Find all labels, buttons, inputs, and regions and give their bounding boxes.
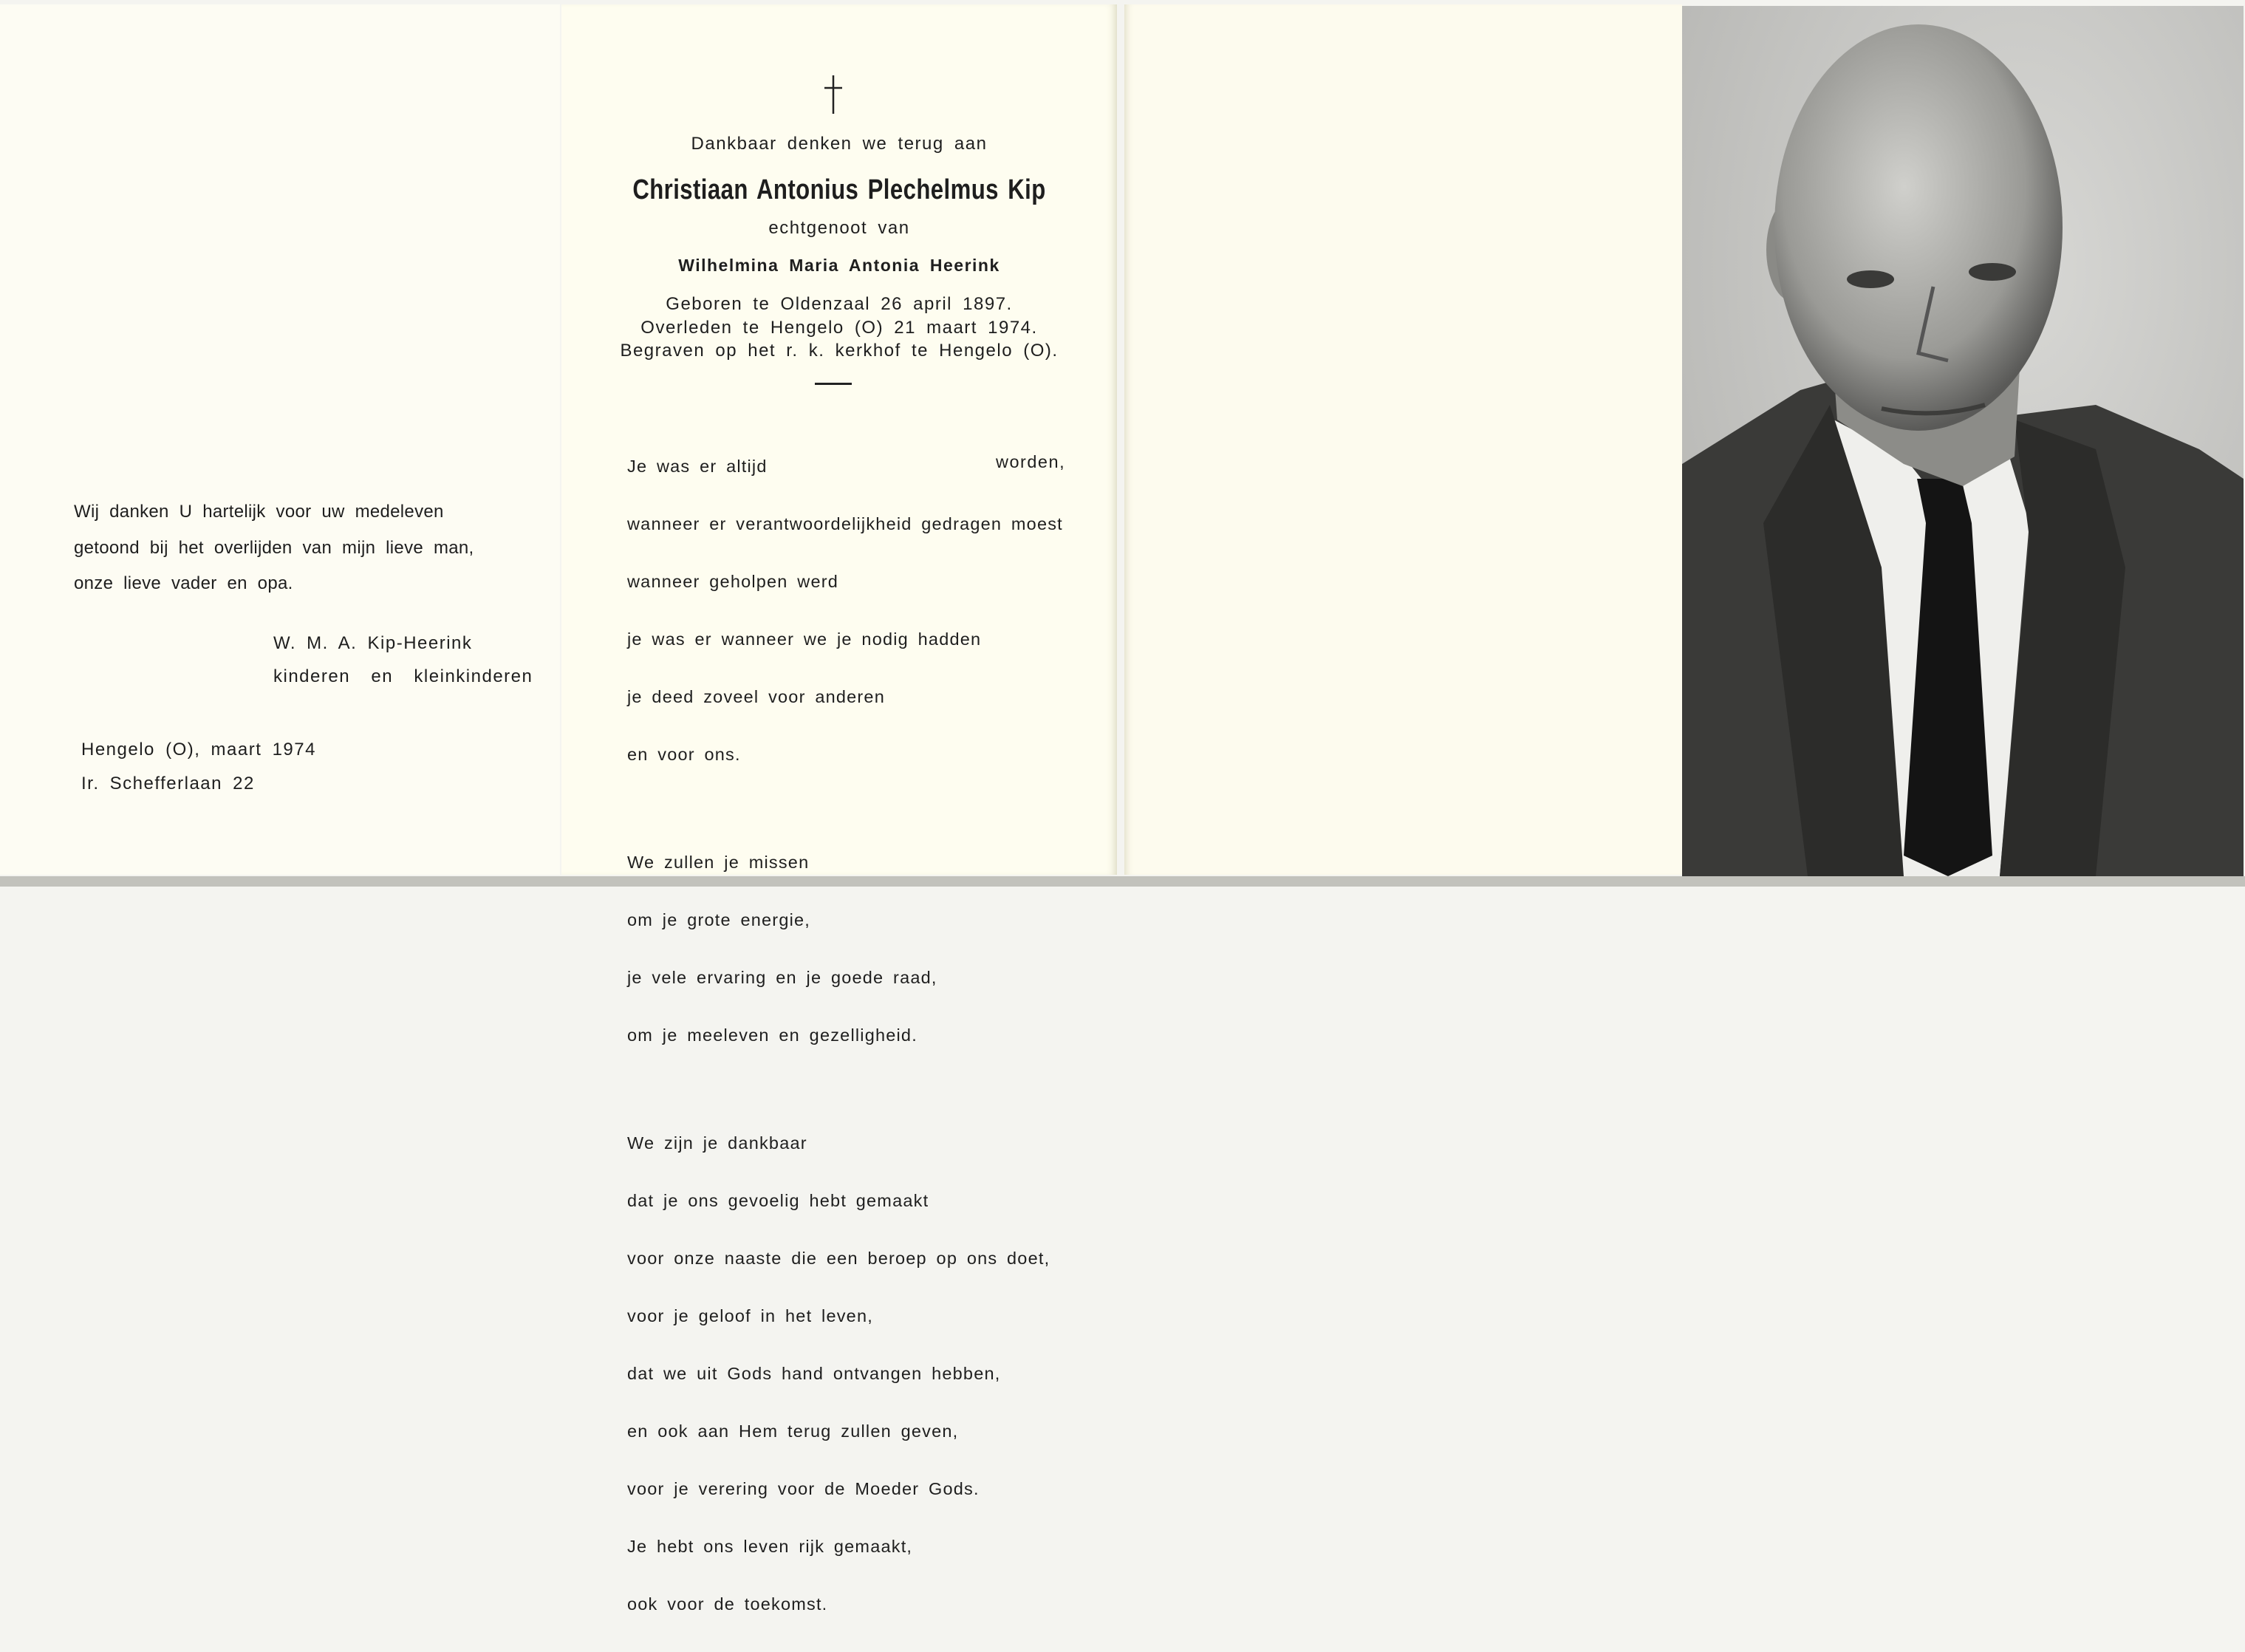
poem-line: om je meeleven en gezelligheid. (627, 1025, 918, 1045)
signature-name: W. M. A. Kip-Heerink (273, 633, 473, 653)
memorial-text-panel (561, 4, 1117, 1614)
poem (627, 418, 1066, 1652)
portrait-image (1682, 6, 2244, 876)
signature-family: kinderen en kleinkinderen (273, 666, 533, 686)
poem-line: voor onze naaste die een beroep op ons doet, (627, 1249, 1050, 1268)
intro-text: Dankbaar denken we terug aan (691, 134, 988, 154)
poem-overflow-word: worden, (996, 452, 1066, 471)
portrait-photo (1682, 6, 2244, 876)
blank-panel (1124, 4, 1682, 875)
poem-line: dat we uit Gods hand ontvangen hebben, (627, 1364, 1001, 1383)
deceased-name: Christiaan Antonius Plechelmus Kip (632, 174, 1046, 205)
poem-line: ook voor de toekomst. (627, 1594, 828, 1614)
poem-line: en ook aan Hem terug zullen geven, (627, 1421, 959, 1441)
poem-line: Je hebt ons leven rijk gemaakt, (627, 1537, 913, 1556)
poem-line: je vele ervaring en je goede raad, (627, 968, 937, 987)
poem-line: voor je geloof in het leven, (627, 1306, 873, 1325)
thanks-line: getoond bij het overlijden van mijn lieve man, (74, 538, 474, 558)
poem-line: en voor ons. (627, 745, 741, 764)
poem-line: wanneer geholpen werd (627, 572, 839, 591)
place-date: Hengelo (O), maart 1974 (81, 740, 316, 760)
thanks-line: Wij danken U hartelijk voor uw medeleven (74, 502, 444, 522)
divider (815, 383, 852, 385)
birth-line: Geboren te Oldenzaal 26 april 1897. (666, 294, 1013, 314)
spouse-name: Wilhelmina Maria Antonia Heerink (678, 256, 1000, 275)
spouse-intro: echtgenoot van (768, 218, 910, 238)
poem-line: dat je ons gevoelig hebt gemaakt (627, 1191, 929, 1210)
address: Ir. Schefferlaan 22 (81, 774, 255, 793)
death-line: Overleden te Hengelo (O) 21 maart 1974. (640, 318, 1038, 338)
poem-line: wanneer er verantwoordelijkheid gedragen moest (627, 514, 1063, 533)
poem-line: je deed zoveel voor anderen (627, 687, 885, 706)
poem-line: We zijn je dankbaar (627, 1133, 807, 1153)
thank-you-panel (0, 4, 560, 875)
poem-line: Je was er altijd (627, 457, 768, 476)
thanks-line: onze lieve vader en opa. (74, 573, 293, 593)
poem-line: je was er wanneer we je nodig hadden (627, 629, 982, 649)
cross-icon (824, 75, 843, 114)
burial-line: Begraven op het r. k. kerkhof te Hengelo (O). (620, 341, 1059, 361)
scan-edge (0, 876, 2245, 887)
poem-line: voor je verering voor de Moeder Gods. (627, 1479, 980, 1498)
poem-line: om je grote energie, (627, 910, 811, 929)
poem-line: We zullen je missen (627, 853, 810, 872)
